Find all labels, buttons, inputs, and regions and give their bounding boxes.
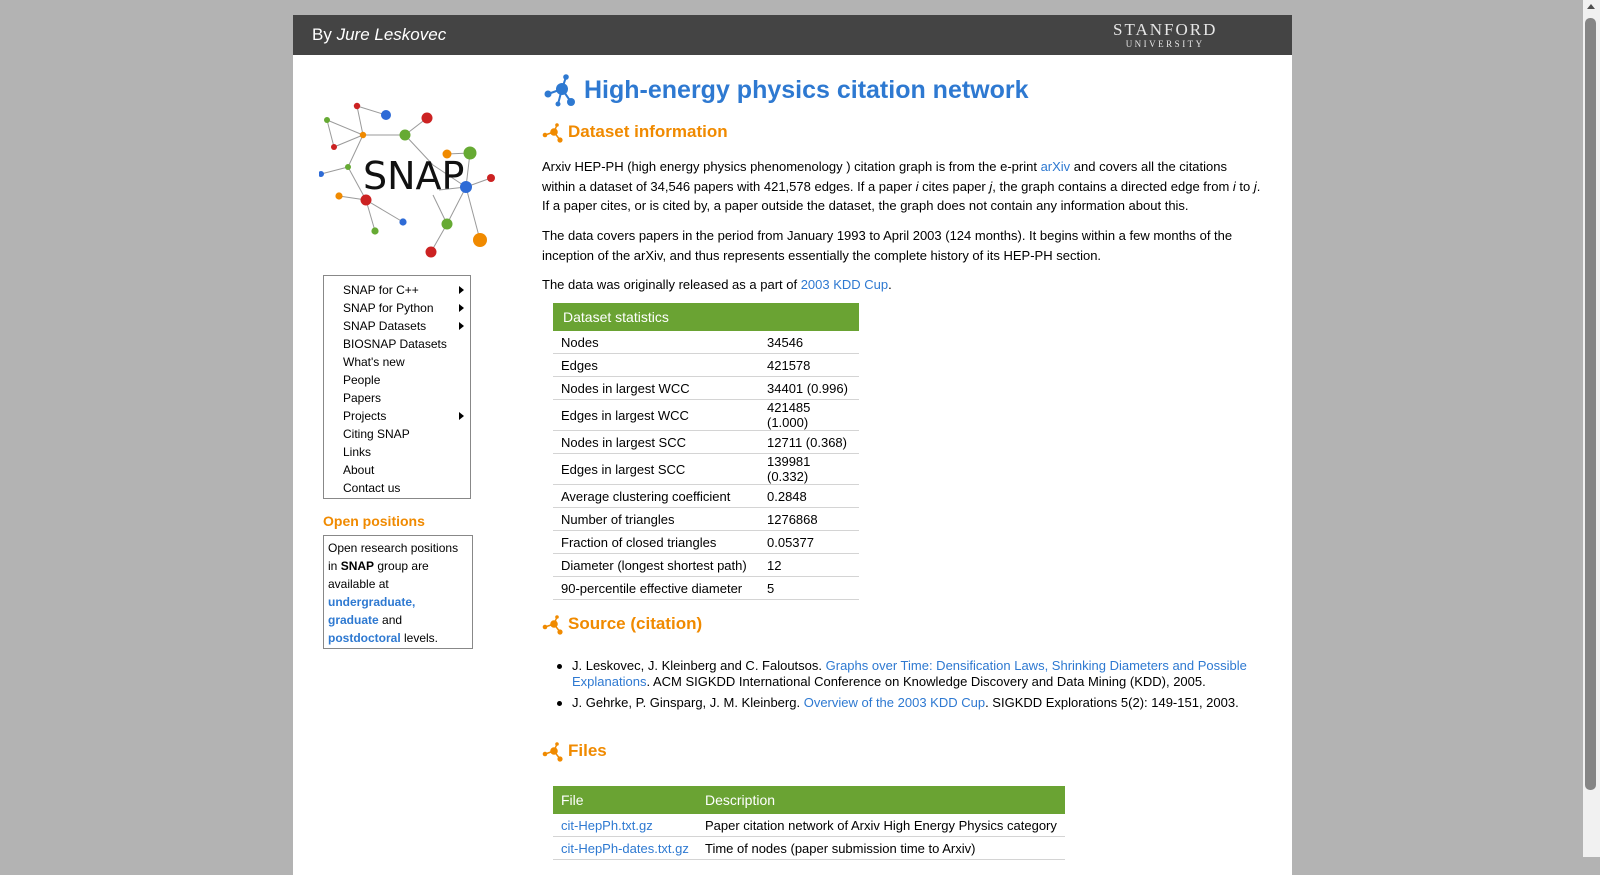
table-row xyxy=(553,577,859,600)
files-table xyxy=(553,786,1065,860)
menu-item-people[interactable] xyxy=(324,371,470,389)
table-row xyxy=(553,554,859,577)
page-title: High-energy physics citation network xyxy=(584,76,1029,104)
postdoctoral-link[interactable]: postdoctoral xyxy=(328,631,401,645)
file-description: Time of nodes (paper submission time to Arxiv) xyxy=(697,837,1065,860)
menu-item-citing-snap[interactable] xyxy=(324,425,470,443)
stanford-logo-line1: STANFORD xyxy=(1113,20,1218,39)
page-container xyxy=(293,15,1292,875)
menu-item-label: What's new xyxy=(343,355,405,369)
file-description: Paper citation network of Arxiv High Energy Physics category xyxy=(697,814,1065,837)
citation-item xyxy=(572,695,1252,711)
table-row xyxy=(553,431,859,454)
info-text: Arxiv HEP-PH (high energy physics phenomenology ) citation graph is from the e-print xyxy=(542,159,1041,174)
section-title: Files xyxy=(568,741,607,760)
table-row xyxy=(553,454,859,485)
menu-item-label: SNAP for Python xyxy=(343,301,434,315)
citation-authors: J. Gehrke, P. Ginsparg, J. M. Kleinberg. xyxy=(572,695,804,710)
submenu-arrow-icon xyxy=(459,412,464,420)
info-var: i xyxy=(1232,178,1236,194)
submenu-arrow-icon xyxy=(459,304,464,312)
menu-item-whats-new[interactable] xyxy=(324,353,470,371)
menu-item-snap-datasets[interactable] xyxy=(324,317,470,335)
snap-logo[interactable] xyxy=(319,85,499,265)
menu-item-label: About xyxy=(343,463,375,477)
menu-item-label: Citing SNAP xyxy=(343,427,410,441)
section-network-icon xyxy=(542,741,564,763)
menu-item-contact-us[interactable] xyxy=(324,479,470,497)
stat-value: 421485 (1.000) xyxy=(759,400,859,431)
byline-prefix: By xyxy=(312,25,332,44)
open-positions-text: and xyxy=(378,613,403,627)
info-paragraph-1 xyxy=(542,157,1262,216)
open-positions-text: levels. xyxy=(400,631,439,645)
stat-value: 34401 (0.996) xyxy=(759,377,859,400)
stat-label: Edges xyxy=(553,354,759,377)
menu-item-links[interactable] xyxy=(324,443,470,461)
table-row xyxy=(553,331,859,354)
menu-item-label: Papers xyxy=(343,391,382,405)
open-positions-text: group are available at xyxy=(328,559,429,591)
menu-item-projects[interactable] xyxy=(324,407,470,425)
info-paragraph-3 xyxy=(542,275,1262,295)
info-text: and covers all the citations within a dataset of 34,546 papers with 421,578 edges. If a paper xyxy=(542,159,1227,194)
info-text: cites paper xyxy=(918,178,990,194)
info-paragraph-2: The data covers papers in the period from January 1993 to April 2003 (124 months). It begins within a few months of the inception of the arXiv, and thus represents essentially the complete history of its HEP-PH section. xyxy=(542,228,1233,263)
stanford-logo[interactable] xyxy=(1113,21,1217,50)
submenu-arrow-icon xyxy=(459,286,464,294)
network-icon xyxy=(542,73,578,109)
files-col-file: File xyxy=(553,786,697,814)
file-download-link[interactable]: cit-HepPh-dates.txt.gz xyxy=(561,840,689,856)
stat-label: 90-percentile effective diameter xyxy=(553,577,759,600)
stat-value: 0.2848 xyxy=(759,485,859,508)
stats-table-header: Dataset statistics xyxy=(553,303,859,331)
scrollbar-thumb[interactable] xyxy=(1585,18,1596,790)
stanford-logo-line2: UNIVERSITY xyxy=(1125,39,1205,49)
table-row xyxy=(553,400,859,431)
top-bar xyxy=(293,15,1292,55)
table-row xyxy=(553,354,859,377)
file-cell xyxy=(553,837,697,860)
site-menu xyxy=(323,275,471,499)
info-text: to xyxy=(1235,178,1254,194)
stat-value: 1276868 xyxy=(759,508,859,531)
byline xyxy=(312,25,446,45)
stat-label: Nodes in largest WCC xyxy=(553,377,759,400)
dataset-statistics-table xyxy=(553,303,859,600)
section-title: Source (citation) xyxy=(568,614,703,633)
open-positions-box xyxy=(323,535,473,649)
vertical-scrollbar[interactable] xyxy=(1583,0,1600,857)
citation-list xyxy=(572,658,1252,716)
info-text: . If a paper cites, or is cited by, a paper outside the dataset, the graph does not contain any information about this. xyxy=(542,178,1261,213)
section-network-icon xyxy=(542,122,564,144)
stat-value: 139981 (0.332) xyxy=(759,454,859,485)
table-row xyxy=(553,837,1065,860)
table-row xyxy=(553,814,1065,837)
menu-item-biosnap-datasets[interactable] xyxy=(324,335,470,353)
author-name: Jure Leskovec xyxy=(336,25,447,44)
kdd-cup-link[interactable]: 2003 KDD Cup xyxy=(800,277,889,292)
stat-label: Average clustering coefficient xyxy=(553,485,759,508)
info-var: i xyxy=(915,178,919,194)
snap-logo-text: SNAP xyxy=(363,154,465,198)
stat-label: Edges in largest WCC xyxy=(553,400,759,431)
info-text: . xyxy=(888,277,892,292)
stat-label: Fraction of closed triangles xyxy=(553,531,759,554)
section-network-icon xyxy=(542,614,564,636)
stat-value: 12 xyxy=(759,554,859,577)
info-var: j xyxy=(989,178,993,194)
menu-item-label: Links xyxy=(343,445,372,459)
menu-item-label: Contact us xyxy=(343,481,401,495)
submenu-arrow-icon xyxy=(459,322,464,330)
stat-label: Nodes xyxy=(553,331,759,354)
table-row xyxy=(553,485,859,508)
citation-venue: . ACM SIGKDD International Conference on Knowledge Discovery and Data Mining (KDD), 2005. xyxy=(646,674,1206,689)
menu-item-about[interactable] xyxy=(324,461,470,479)
stat-value: 12711 (0.368) xyxy=(759,431,859,454)
info-var: j xyxy=(1253,178,1257,194)
scroll-up-arrow-icon[interactable] xyxy=(1587,4,1595,9)
menu-item-label: SNAP Datasets xyxy=(343,319,427,333)
table-row xyxy=(553,377,859,400)
stat-value: 0.05377 xyxy=(759,531,859,554)
stat-label: Diameter (longest shortest path) xyxy=(553,554,759,577)
arxiv-link[interactable]: arXiv xyxy=(1040,159,1071,174)
menu-item-label: Projects xyxy=(343,409,387,423)
file-cell xyxy=(553,814,697,837)
stat-value: 34546 xyxy=(759,331,859,354)
files-col-description: Description xyxy=(697,786,1065,814)
open-positions-title: Open positions xyxy=(323,513,425,529)
citation-authors: J. Leskovec, J. Kleinberg and C. Faloutsos. xyxy=(572,658,826,673)
table-row xyxy=(553,531,859,554)
stat-value: 5 xyxy=(759,577,859,600)
menu-item-label: BIOSNAP Datasets xyxy=(343,337,447,351)
citation-link[interactable]: Graphs over Time: Densification Laws, Shrinking Diameters and Possible Explanations xyxy=(572,658,1247,689)
graduate-link[interactable]: graduate xyxy=(328,613,379,627)
menu-item-snap-python[interactable] xyxy=(324,299,470,317)
table-row xyxy=(553,508,859,531)
bullet-icon xyxy=(557,664,562,669)
citation-link[interactable]: Overview of the 2003 KDD Cup xyxy=(803,695,986,710)
citation-venue: . SIGKDD Explorations 5(2): 149-151, 2003. xyxy=(985,695,1239,710)
open-positions-text: Open research positions in xyxy=(328,541,459,573)
stat-value: 421578 xyxy=(759,354,859,377)
bullet-icon xyxy=(557,701,562,706)
menu-item-papers[interactable] xyxy=(324,389,470,407)
file-download-link[interactable]: cit-HepPh.txt.gz xyxy=(561,817,653,833)
menu-item-snap-cpp[interactable] xyxy=(324,281,470,299)
info-text: The data was originally released as a part of xyxy=(542,277,801,292)
info-text: , the graph contains a directed edge from xyxy=(992,178,1233,194)
menu-item-label: People xyxy=(343,373,381,387)
section-title: Dataset information xyxy=(568,122,728,141)
undergraduate-link[interactable]: undergraduate, xyxy=(328,595,416,609)
stat-label: Number of triangles xyxy=(553,508,759,531)
menu-item-label: SNAP for C++ xyxy=(343,283,419,297)
citation-item xyxy=(572,658,1252,690)
stat-label: Edges in largest SCC xyxy=(553,454,759,485)
stat-label: Nodes in largest SCC xyxy=(553,431,759,454)
open-positions-snap: SNAP xyxy=(340,559,375,573)
